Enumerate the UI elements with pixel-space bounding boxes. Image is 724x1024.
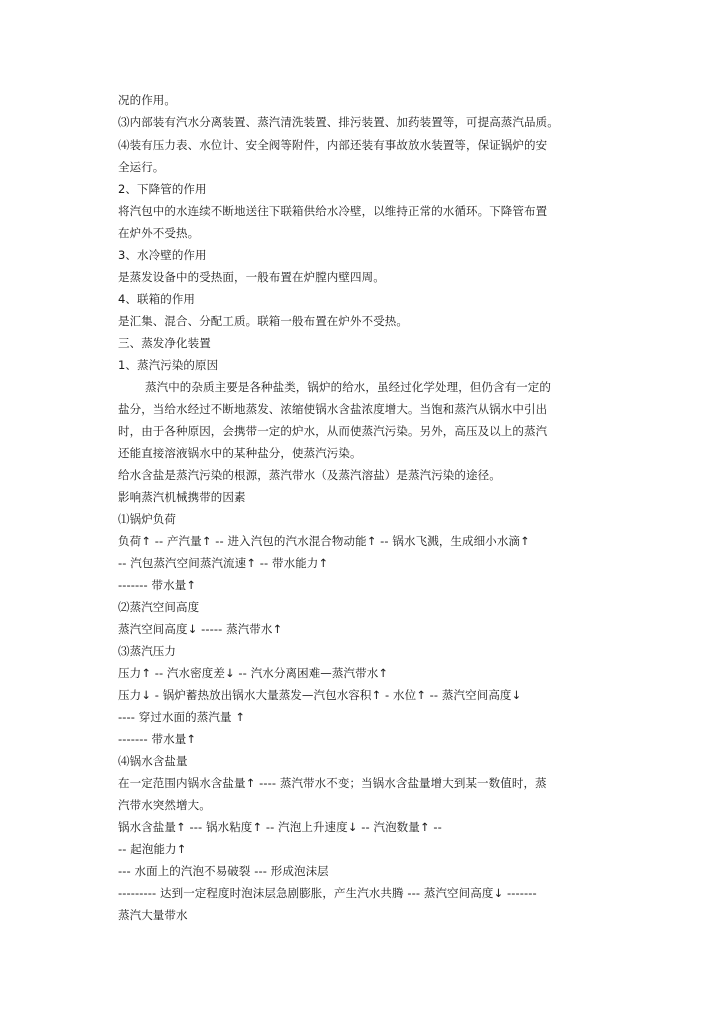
section-heading: 影响蒸汽机械携带的因素 (118, 490, 246, 504)
text-line: 压力↓ - 锅炉蓄热放出锅水大量蒸发—汽包水容积↑ - 水位↑ -- 蒸汽空间高度↓ (118, 688, 522, 702)
section-heading: 1、蒸汽污染的原因 (118, 358, 219, 372)
text-line: -- 汽包蒸汽空间蒸汽流速↑ -- 带水能力↑ (118, 556, 329, 570)
subsection-heading: ⑴锅炉负荷 (118, 512, 176, 526)
text-line: --- 水面上的汽泡不易破裂 --- 形成泡沫层 (118, 864, 329, 878)
section-heading: 2、下降管的作用 (118, 182, 207, 196)
text-line: -- 起泡能力↑ (118, 842, 187, 856)
text-line: 蒸汽中的杂质主要是各种盐类，锅炉的给水，虽经过化学处理，但仍含有一定的 (145, 380, 551, 394)
text-line: ------- 带水量↑ (118, 578, 197, 592)
text-line: 况的作用。 (118, 93, 176, 107)
text-line: 汽带水突然增大。 (118, 798, 211, 812)
text-line: 时，由于各种原因，会携带一定的炉水，从而使蒸汽污染。另外，高压及以上的蒸汽 (118, 424, 548, 438)
text-line: 蒸汽空间高度↓ ----- 蒸汽带水↑ (118, 622, 283, 636)
text-line: --------- 达到一定程度时泡沫层急剧膨胀，产生汽水共腾 --- 蒸汽空间高度↓ ------- (118, 886, 537, 900)
subsection-heading: ⑵蒸汽空间高度 (118, 600, 200, 614)
text-line: 盐分，当给水经过不断地蒸发、浓缩使锅水含盐浓度增大。当饱和蒸汽从锅水中引出 (118, 402, 548, 416)
text-line: 全运行。 (118, 160, 165, 174)
text-line: 锅水含盐量↑ --- 锅水粘度↑ -- 汽泡上升速度↓ -- 汽泡数量↑ -- (118, 820, 442, 834)
text-line: ---- 穿过水面的蒸汽量 ↑ (118, 710, 246, 724)
section-heading: 三、蒸发净化装置 (118, 336, 211, 350)
text-line: ⑷装有压力表、水位计、安全阀等附件，内部还装有事故放水装置等，保证锅炉的安 (118, 138, 548, 152)
text-line: 还能直接溶液锅水中的某种盐分，使蒸汽污染。 (118, 446, 362, 460)
text-line: 给水含盐是蒸汽污染的根源，蒸汽带水（及蒸汽溶盐）是蒸汽污染的途径。 (118, 468, 501, 482)
text-line: 在一定范围内锅水含盐量↑ ---- 蒸汽带水不变；当锅水含盐量增大到某一数值时，蒸 (118, 776, 547, 790)
text-line: 将汽包中的水连续不断地送往下联箱供给水冷壁，以维持正常的水循环。下降管布置 (118, 204, 548, 218)
subsection-heading: ⑷锅水含盐量 (118, 754, 188, 768)
section-heading: 4、联箱的作用 (118, 292, 196, 306)
subsection-heading: ⑶蒸汽压力 (118, 644, 176, 658)
text-line: 蒸汽大量带水 (118, 908, 188, 922)
text-line: 压力↑ -- 汽水密度差↓ -- 汽水分离困难—蒸汽带水↑ (118, 666, 389, 680)
text-line: 负荷↑ -- 产汽量↑ -- 进入汽包的汽水混合物动能↑ -- 锅水飞溅，生成细小水滴↑ (118, 534, 530, 548)
section-heading: 3、水冷壁的作用 (118, 248, 207, 262)
text-line: 在炉外不受热。 (118, 226, 200, 240)
text-line: ⑶内部装有汽水分离装置、蒸汽清洗装置、排污装置、加药装置等，可提高蒸汽品质。 (118, 115, 559, 129)
text-line: 是蒸发设备中的受热面，一般布置在炉膛内壁四周。 (118, 270, 385, 284)
text-line: 是汇集、混合、分配工质。联箱一般布置在炉外不受热。 (118, 314, 408, 328)
text-line: ------- 带水量↑ (118, 732, 197, 746)
